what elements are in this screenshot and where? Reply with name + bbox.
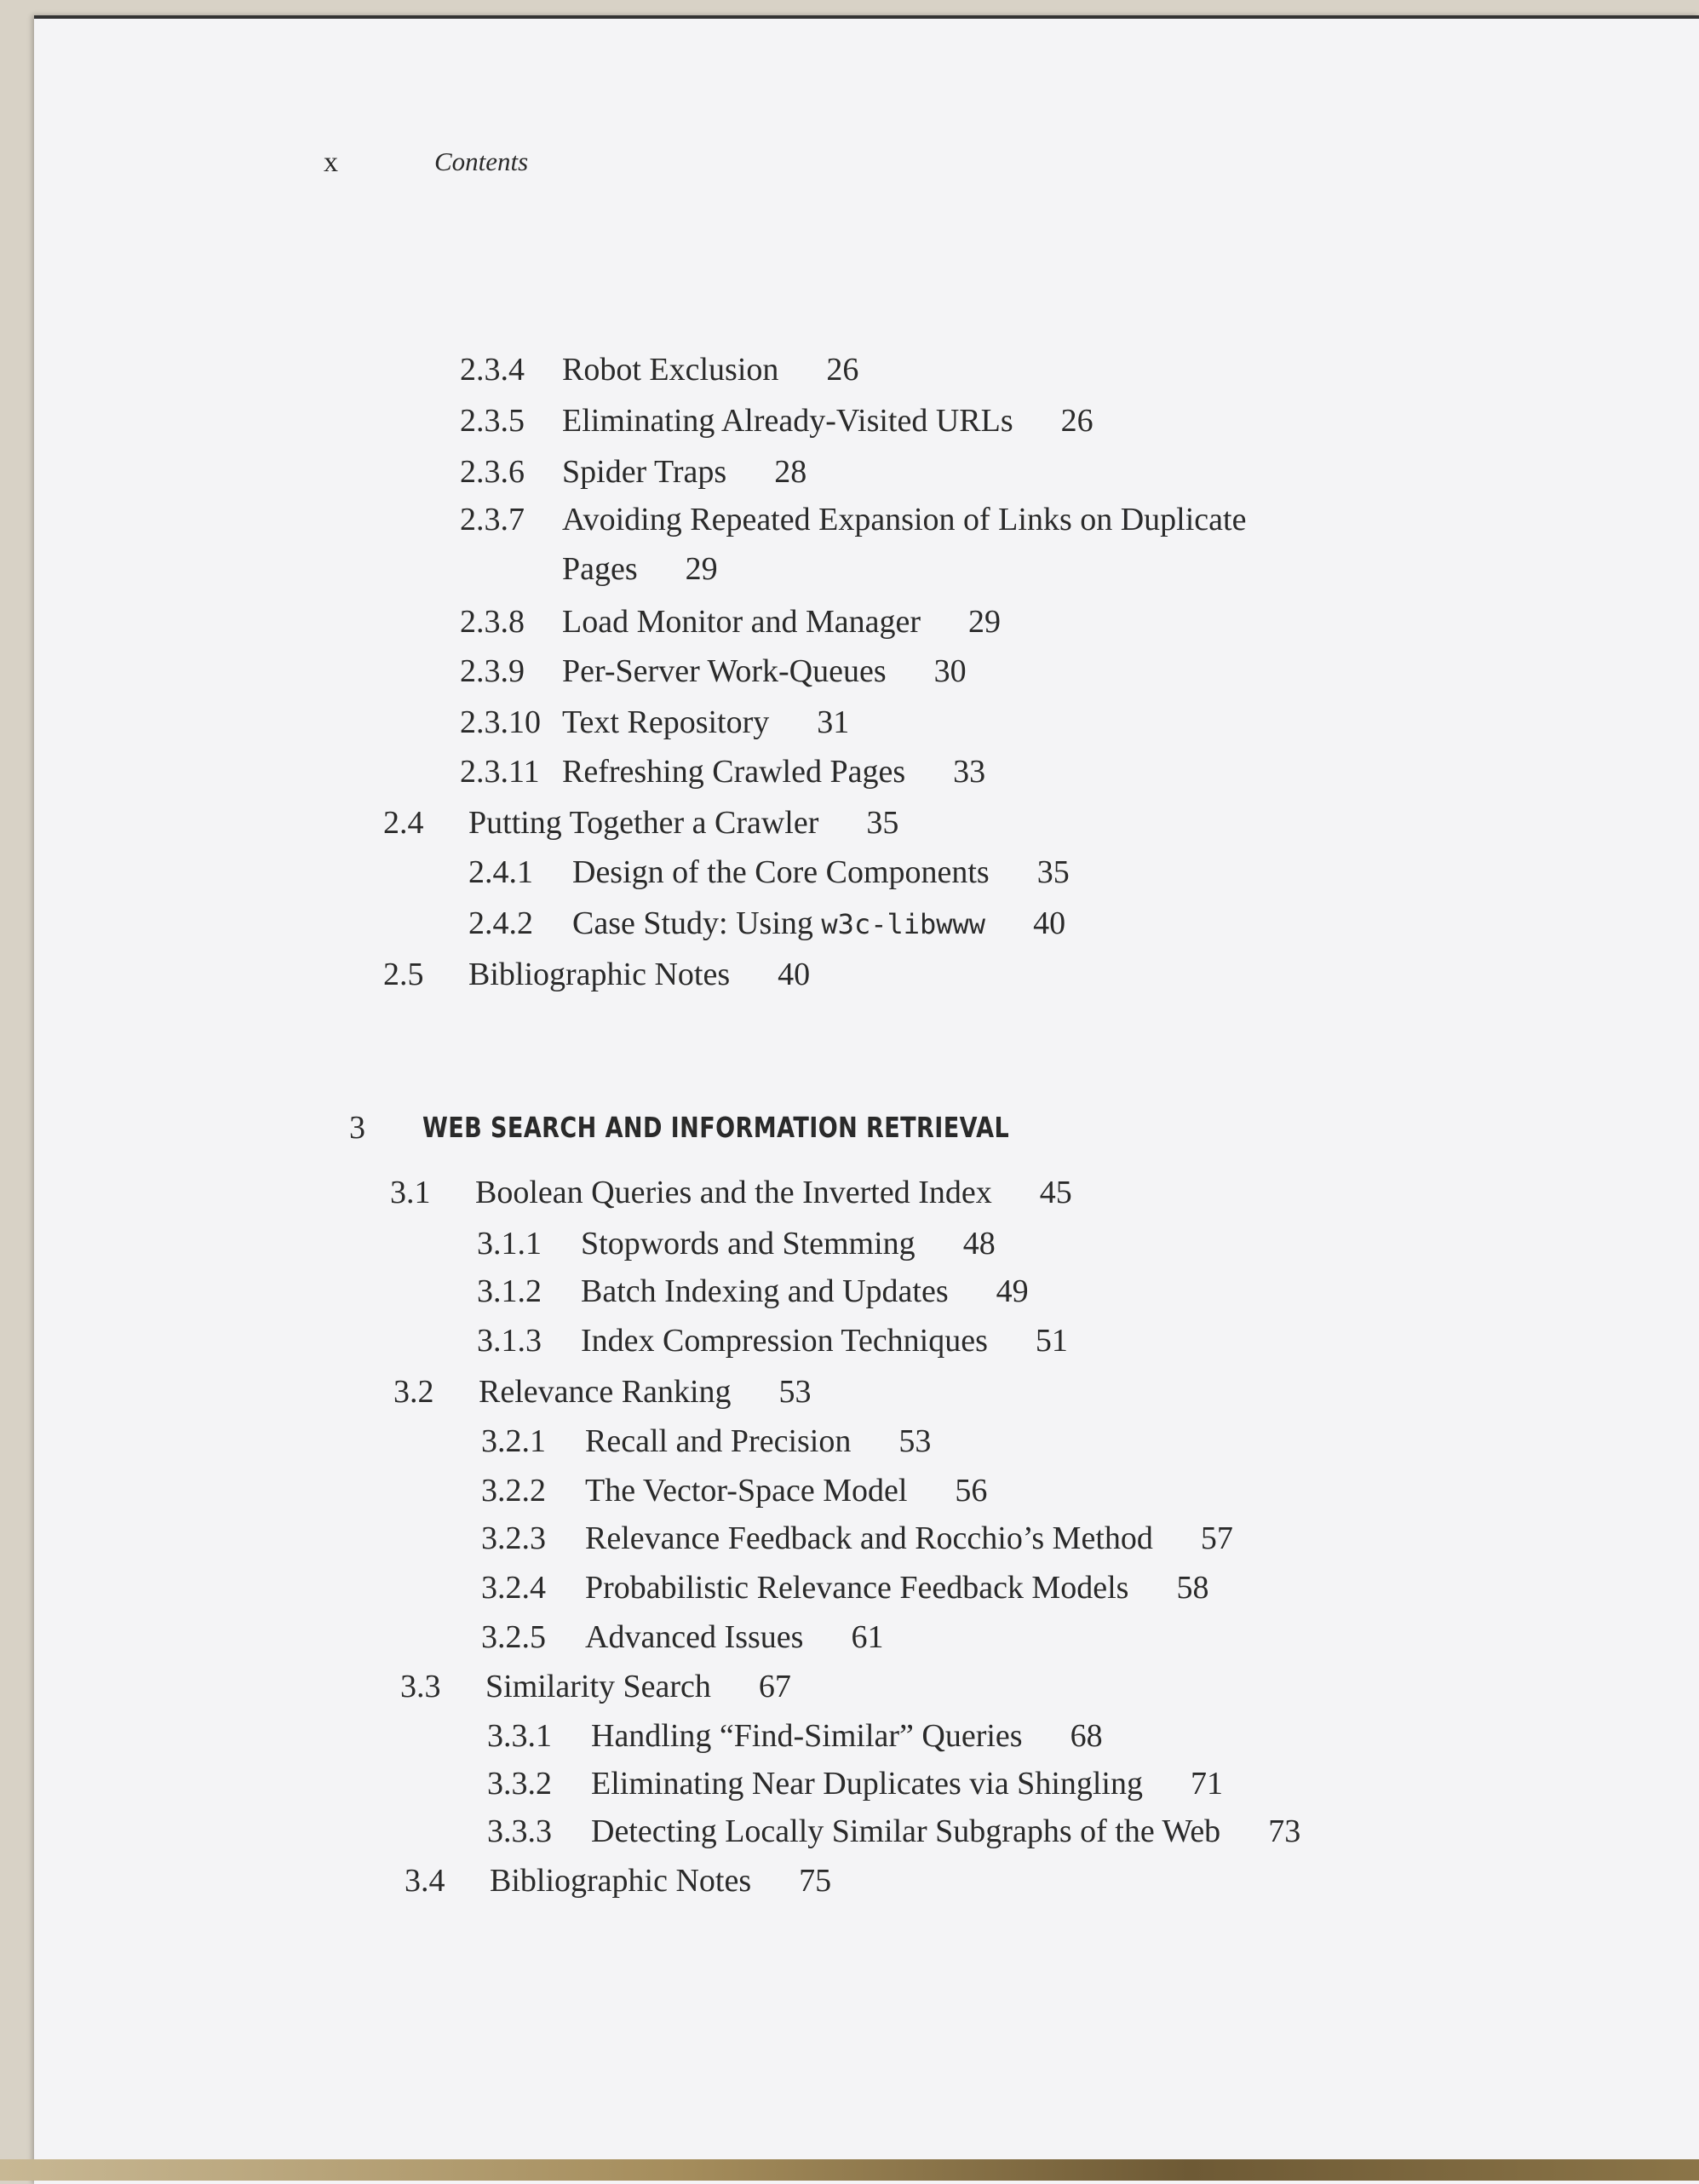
entry-number: 2.4.1 bbox=[468, 854, 533, 890]
entry-page: 28 bbox=[774, 454, 807, 490]
entry-number: 2.5 bbox=[383, 957, 424, 992]
entry-number: 3.2.5 bbox=[481, 1619, 546, 1655]
entry-page: 29 bbox=[968, 604, 1002, 640]
entry-title: Handling “Find-Similar” Queries bbox=[591, 1718, 1023, 1754]
entry-title-continued: Pages bbox=[562, 551, 638, 587]
entry-page: 61 bbox=[851, 1619, 884, 1655]
entry-title: Boolean Queries and the Inverted Index bbox=[475, 1175, 992, 1210]
entry-page: 75 bbox=[799, 1863, 832, 1899]
entry-title: Similarity Search bbox=[485, 1669, 711, 1704]
entry-title: Case Study: Using bbox=[572, 905, 822, 941]
entry-number: 3.2 bbox=[393, 1374, 434, 1410]
entry-number: 2.4 bbox=[383, 805, 424, 841]
entry-number: 3.3 bbox=[400, 1669, 441, 1704]
background-surface bbox=[0, 2159, 1699, 2181]
entry-number: 3.1.1 bbox=[477, 1226, 542, 1262]
entry-number: 2.3.7 bbox=[460, 502, 525, 537]
chapter-number: 3 bbox=[349, 1110, 365, 1146]
entry-title: Text Repository bbox=[562, 704, 770, 740]
entry-page: 51 bbox=[1035, 1323, 1068, 1359]
entry-title: Batch Indexing and Updates bbox=[581, 1273, 949, 1309]
entry-page: 33 bbox=[953, 754, 986, 790]
entry-number: 3.2.1 bbox=[481, 1423, 546, 1459]
entry-page: 48 bbox=[962, 1226, 996, 1262]
entry-page: 40 bbox=[1033, 905, 1066, 941]
entry-page: 73 bbox=[1268, 1813, 1301, 1849]
entry-number: 2.4.2 bbox=[468, 905, 533, 941]
entry-title: Relevance Ranking bbox=[479, 1374, 732, 1410]
entry-page: 67 bbox=[758, 1669, 791, 1704]
entry-page: 57 bbox=[1200, 1520, 1233, 1556]
entry-number: 2.3.4 bbox=[460, 352, 525, 388]
entry-number: 3.3.3 bbox=[487, 1813, 552, 1849]
entry-number: 2.3.5 bbox=[460, 403, 525, 439]
entry-title: Load Monitor and Manager bbox=[562, 604, 921, 640]
entry-number: 3.4 bbox=[405, 1863, 445, 1899]
entry-number: 2.3.8 bbox=[460, 604, 525, 640]
running-head: Contents bbox=[434, 147, 529, 176]
entry-page: 58 bbox=[1176, 1570, 1209, 1606]
entry-number: 3.2.3 bbox=[481, 1520, 546, 1556]
entry-page: 29 bbox=[685, 551, 718, 587]
entry-page: 31 bbox=[817, 704, 850, 740]
entry-title: Relevance Feedback and Rocchio’s Method bbox=[585, 1520, 1153, 1556]
entry-title: Detecting Locally Similar Subgraphs of the Web bbox=[591, 1813, 1221, 1849]
entry-title: The Vector-Space Model bbox=[585, 1473, 908, 1509]
entry-page: 35 bbox=[1036, 854, 1070, 890]
entry-number: 3.2.2 bbox=[481, 1473, 546, 1509]
entry-title: Design of the Core Components bbox=[572, 854, 990, 890]
entry-title: Refreshing Crawled Pages bbox=[562, 754, 906, 790]
entry-title: Recall and Precision bbox=[585, 1423, 852, 1459]
entry-number: 3.3.1 bbox=[487, 1718, 552, 1754]
entry-title: Stopwords and Stemming bbox=[581, 1226, 916, 1262]
entry-number: 3.2.4 bbox=[481, 1570, 546, 1606]
entry-code: w3c-libwww bbox=[821, 908, 986, 940]
entry-title: Robot Exclusion bbox=[562, 352, 779, 388]
entry-title: Putting Together a Crawler bbox=[468, 805, 819, 841]
entry-title: Eliminating Already-Visited URLs bbox=[562, 403, 1013, 439]
entry-page: 56 bbox=[955, 1473, 988, 1509]
entry-page: 26 bbox=[826, 352, 859, 388]
entry-page: 30 bbox=[933, 653, 967, 689]
entry-page: 40 bbox=[778, 957, 811, 992]
book-page bbox=[34, 15, 1699, 2184]
entry-page: 35 bbox=[866, 805, 899, 841]
entry-title: Spider Traps bbox=[562, 454, 727, 490]
entry-page: 71 bbox=[1191, 1766, 1223, 1802]
entry-title: Per-Server Work-Queues bbox=[562, 653, 887, 689]
entry-title: Probabilistic Relevance Feedback Models bbox=[585, 1570, 1129, 1606]
entry-number: 3.1.3 bbox=[477, 1323, 542, 1359]
entry-title: Bibliographic Notes bbox=[468, 957, 731, 992]
entry-number: 3.1 bbox=[390, 1175, 431, 1210]
entry-number: 3.1.2 bbox=[477, 1273, 542, 1309]
entry-number: 2.3.9 bbox=[460, 653, 525, 689]
chapter-title: WEB SEARCH AND INFORMATION RETRIEVAL bbox=[422, 1111, 1010, 1144]
entry-page: 26 bbox=[1060, 403, 1093, 439]
entry-title: Bibliographic Notes bbox=[490, 1863, 752, 1899]
entry-page: 53 bbox=[898, 1423, 932, 1459]
page-folio: x bbox=[324, 147, 338, 178]
entry-title: Index Compression Techniques bbox=[581, 1323, 988, 1359]
entry-page: 53 bbox=[778, 1374, 812, 1410]
entry-number: 2.3.10 bbox=[460, 704, 541, 740]
entry-number: 3.3.2 bbox=[487, 1766, 552, 1802]
entry-title: Avoiding Repeated Expansion of Links on Duplicate bbox=[562, 502, 1247, 537]
entry-page: 45 bbox=[1039, 1175, 1072, 1210]
entry-title: Advanced Issues bbox=[585, 1619, 804, 1655]
entry-number: 2.3.6 bbox=[460, 454, 525, 490]
entry-number: 2.3.11 bbox=[460, 754, 540, 790]
entry-page: 68 bbox=[1070, 1718, 1103, 1754]
entry-page: 49 bbox=[996, 1273, 1029, 1309]
entry-title: Eliminating Near Duplicates via Shingling bbox=[591, 1766, 1143, 1802]
